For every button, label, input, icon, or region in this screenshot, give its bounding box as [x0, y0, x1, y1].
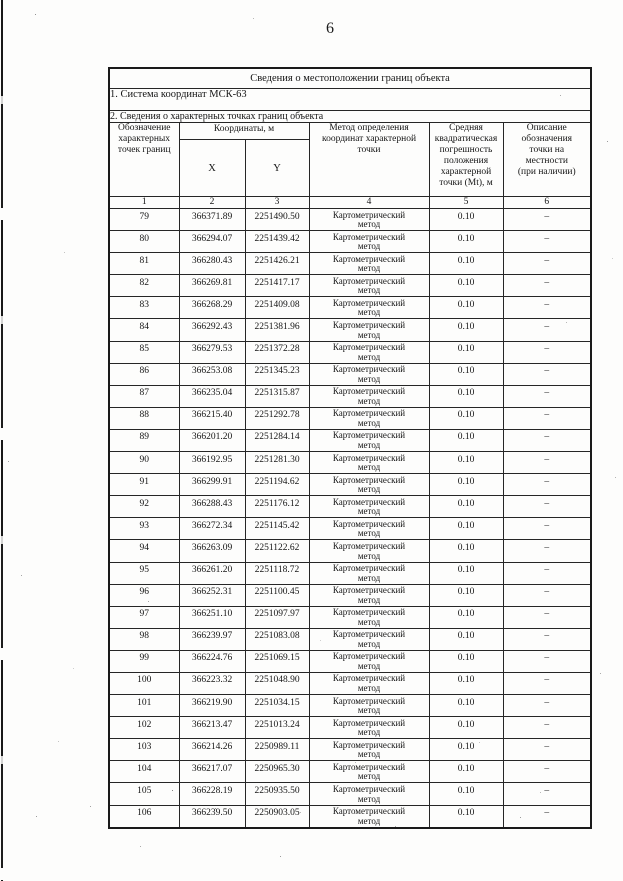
x-coordinate-cell: 366251.10	[179, 606, 245, 628]
method-cell: Картометрический метод	[309, 253, 429, 275]
table-row	[109, 672, 591, 694]
point-number-cell: 95	[109, 562, 179, 584]
point-number-cell: 88	[109, 407, 179, 429]
point-number-cell: 101	[109, 695, 179, 717]
point-number-cell: 87	[109, 385, 179, 407]
table-title: Сведения о местоположении границ объекта	[109, 68, 591, 89]
description-cell: –	[503, 363, 591, 385]
table-title-row	[109, 68, 591, 89]
method-cell: Картометрический метод	[309, 452, 429, 474]
description-cell: –	[503, 209, 591, 231]
method-cell: Картометрический метод	[309, 341, 429, 363]
header-description: Описание обозначения точки на местности (при наличии)	[503, 123, 591, 197]
description-cell: –	[503, 341, 591, 363]
x-coordinate-cell: 366263.09	[179, 540, 245, 562]
y-coordinate-cell: 2251069.15	[245, 650, 309, 672]
description-cell: –	[503, 584, 591, 606]
x-coordinate-cell: 366217.07	[179, 761, 245, 783]
x-coordinate-cell: 366280.43	[179, 253, 245, 275]
description-cell: –	[503, 452, 591, 474]
y-coordinate-cell: 2251048.90	[245, 672, 309, 694]
x-coordinate-cell: 366272.34	[179, 518, 245, 540]
description-cell: –	[503, 783, 591, 805]
boundary-points-table	[108, 67, 592, 829]
method-cell: Картометрический метод	[309, 407, 429, 429]
point-number-cell: 91	[109, 474, 179, 496]
x-coordinate-cell: 366239.97	[179, 628, 245, 650]
table-row	[109, 209, 591, 231]
y-coordinate-cell: 2251281.30	[245, 452, 309, 474]
description-cell: –	[503, 518, 591, 540]
y-coordinate-cell: 2250965.30	[245, 761, 309, 783]
header-designation: Обозначение характерных точек границ	[109, 123, 179, 197]
description-cell: –	[503, 739, 591, 761]
description-cell: –	[503, 761, 591, 783]
y-coordinate-cell: 2251417.17	[245, 275, 309, 297]
mt-error-cell: 0.10	[429, 363, 503, 385]
table-row	[109, 761, 591, 783]
mt-error-cell: 0.10	[429, 253, 503, 275]
mt-error-cell: 0.10	[429, 452, 503, 474]
table-row	[109, 385, 591, 407]
point-number-cell: 105	[109, 783, 179, 805]
mt-error-cell: 0.10	[429, 739, 503, 761]
x-coordinate-cell: 366213.47	[179, 717, 245, 739]
y-coordinate-cell: 2251490.50	[245, 209, 309, 231]
x-coordinate-cell: 366299.91	[179, 474, 245, 496]
mt-error-cell: 0.10	[429, 672, 503, 694]
point-number-cell: 99	[109, 650, 179, 672]
section-2-row	[109, 111, 591, 123]
description-cell: –	[503, 695, 591, 717]
description-cell: –	[503, 672, 591, 694]
method-cell: Картометрический метод	[309, 297, 429, 319]
y-coordinate-cell: 2250989.11	[245, 739, 309, 761]
header-row-1	[109, 123, 591, 140]
method-cell: Картометрический метод	[309, 584, 429, 606]
description-cell: –	[503, 297, 591, 319]
point-number-cell: 93	[109, 518, 179, 540]
table-row	[109, 231, 591, 253]
point-number-cell: 97	[109, 606, 179, 628]
point-number-cell: 106	[109, 805, 179, 828]
mt-error-cell: 0.10	[429, 805, 503, 828]
description-cell: –	[503, 253, 591, 275]
mt-error-cell: 0.10	[429, 297, 503, 319]
mt-error-cell: 0.10	[429, 717, 503, 739]
mt-error-cell: 0.10	[429, 562, 503, 584]
column-number-5: 5	[429, 197, 503, 209]
y-coordinate-cell: 2251426.21	[245, 253, 309, 275]
table-row	[109, 783, 591, 805]
x-coordinate-cell: 366268.29	[179, 297, 245, 319]
table-row	[109, 584, 591, 606]
description-cell: –	[503, 275, 591, 297]
table-row	[109, 407, 591, 429]
y-coordinate-cell: 2251315.87	[245, 385, 309, 407]
mt-error-cell: 0.10	[429, 783, 503, 805]
point-number-cell: 100	[109, 672, 179, 694]
description-cell: –	[503, 496, 591, 518]
scan-noise-speckles	[0, 0, 1, 1]
header-method: Метод определения координат характерной точки	[309, 123, 429, 197]
y-coordinate-cell: 2250935.50	[245, 783, 309, 805]
x-coordinate-cell: 366292.43	[179, 319, 245, 341]
y-coordinate-cell: 2251439.42	[245, 231, 309, 253]
mt-error-cell: 0.10	[429, 429, 503, 451]
y-coordinate-cell: 2251034.15	[245, 695, 309, 717]
method-cell: Картометрический метод	[309, 606, 429, 628]
column-number-4: 4	[309, 197, 429, 209]
description-cell: –	[503, 407, 591, 429]
x-coordinate-cell: 366279.53	[179, 341, 245, 363]
table-row	[109, 363, 591, 385]
mt-error-cell: 0.10	[429, 407, 503, 429]
column-numbers-row	[109, 197, 591, 209]
method-cell: Картометрический метод	[309, 385, 429, 407]
mt-error-cell: 0.10	[429, 761, 503, 783]
mt-error-cell: 0.10	[429, 695, 503, 717]
description-cell: –	[503, 385, 591, 407]
description-cell: –	[503, 231, 591, 253]
x-coordinate-cell: 366219.90	[179, 695, 245, 717]
table-row	[109, 518, 591, 540]
mt-error-cell: 0.10	[429, 496, 503, 518]
table-row	[109, 540, 591, 562]
point-number-cell: 104	[109, 761, 179, 783]
method-cell: Картометрический метод	[309, 429, 429, 451]
y-coordinate-cell: 2251176.12	[245, 496, 309, 518]
method-cell: Картометрический метод	[309, 209, 429, 231]
point-number-cell: 102	[109, 717, 179, 739]
method-cell: Картометрический метод	[309, 761, 429, 783]
method-cell: Картометрический метод	[309, 231, 429, 253]
point-number-cell: 82	[109, 275, 179, 297]
method-cell: Картометрический метод	[309, 805, 429, 828]
description-cell: –	[503, 717, 591, 739]
x-coordinate-cell: 366215.40	[179, 407, 245, 429]
point-number-cell: 92	[109, 496, 179, 518]
y-coordinate-cell: 2251284.14	[245, 429, 309, 451]
table-row	[109, 319, 591, 341]
mt-error-cell: 0.10	[429, 341, 503, 363]
point-number-cell: 80	[109, 231, 179, 253]
column-number-2: 2	[179, 197, 245, 209]
description-cell: –	[503, 606, 591, 628]
mt-error-cell: 0.10	[429, 275, 503, 297]
header-x: X	[179, 140, 245, 197]
y-coordinate-cell: 2251145.42	[245, 518, 309, 540]
x-coordinate-cell: 366192.95	[179, 452, 245, 474]
page-number: 6	[326, 20, 334, 37]
y-coordinate-cell: 2251409.08	[245, 297, 309, 319]
header-coordinates: Координаты, м	[179, 123, 309, 140]
y-coordinate-cell: 2251345.23	[245, 363, 309, 385]
y-coordinate-cell: 2251381.96	[245, 319, 309, 341]
header-y: Y	[245, 140, 309, 197]
mt-error-cell: 0.10	[429, 209, 503, 231]
point-number-cell: 103	[109, 739, 179, 761]
point-number-cell: 81	[109, 253, 179, 275]
column-number-1: 1	[109, 197, 179, 209]
point-number-cell: 90	[109, 452, 179, 474]
mt-error-cell: 0.10	[429, 628, 503, 650]
method-cell: Картометрический метод	[309, 540, 429, 562]
scan-edge-artifact	[1, 0, 3, 881]
method-cell: Картометрический метод	[309, 695, 429, 717]
description-cell: –	[503, 474, 591, 496]
x-coordinate-cell: 366235.04	[179, 385, 245, 407]
table-row	[109, 805, 591, 828]
table-row	[109, 341, 591, 363]
point-number-cell: 85	[109, 341, 179, 363]
y-coordinate-cell: 2251097.97	[245, 606, 309, 628]
table-row	[109, 474, 591, 496]
mt-error-cell: 0.10	[429, 231, 503, 253]
header-error: Средняя квадратическая погрешность положения характерной точки (Mt), м	[429, 123, 503, 197]
method-cell: Картометрический метод	[309, 717, 429, 739]
y-coordinate-cell: 2251013.24	[245, 717, 309, 739]
point-number-cell: 96	[109, 584, 179, 606]
table-row	[109, 628, 591, 650]
description-cell: –	[503, 319, 591, 341]
x-coordinate-cell: 366269.81	[179, 275, 245, 297]
mt-error-cell: 0.10	[429, 319, 503, 341]
mt-error-cell: 0.10	[429, 540, 503, 562]
table-row	[109, 496, 591, 518]
method-cell: Картометрический метод	[309, 650, 429, 672]
point-number-cell: 89	[109, 429, 179, 451]
method-cell: Картометрический метод	[309, 319, 429, 341]
y-coordinate-cell: 2250903.05	[245, 805, 309, 828]
x-coordinate-cell: 366239.50	[179, 805, 245, 828]
table-row	[109, 695, 591, 717]
coordinate-system-label: 1. Система координат МСК-63	[109, 89, 591, 111]
x-coordinate-cell: 366224.76	[179, 650, 245, 672]
table-row	[109, 275, 591, 297]
mt-error-cell: 0.10	[429, 650, 503, 672]
table-row	[109, 253, 591, 275]
y-coordinate-cell: 2251372.28	[245, 341, 309, 363]
description-cell: –	[503, 650, 591, 672]
table-row	[109, 717, 591, 739]
point-number-cell: 83	[109, 297, 179, 319]
description-cell: –	[503, 562, 591, 584]
method-cell: Картометрический метод	[309, 628, 429, 650]
description-cell: –	[503, 628, 591, 650]
x-coordinate-cell: 366201.20	[179, 429, 245, 451]
table-row	[109, 452, 591, 474]
y-coordinate-cell: 2251292.78	[245, 407, 309, 429]
table-row	[109, 297, 591, 319]
x-coordinate-cell: 366253.08	[179, 363, 245, 385]
y-coordinate-cell: 2251118.72	[245, 562, 309, 584]
method-cell: Картометрический метод	[309, 739, 429, 761]
table-row	[109, 650, 591, 672]
column-number-6: 6	[503, 197, 591, 209]
mt-error-cell: 0.10	[429, 606, 503, 628]
section-2-label: 2. Сведения о характерных точках границ объекта	[109, 111, 591, 123]
method-cell: Картометрический метод	[309, 474, 429, 496]
coordinate-system-row	[109, 89, 591, 111]
y-coordinate-cell: 2251100.45	[245, 584, 309, 606]
mt-error-cell: 0.10	[429, 385, 503, 407]
mt-error-cell: 0.10	[429, 474, 503, 496]
x-coordinate-cell: 366261.20	[179, 562, 245, 584]
point-number-cell: 86	[109, 363, 179, 385]
table-body	[109, 209, 591, 828]
description-cell: –	[503, 540, 591, 562]
x-coordinate-cell: 366288.43	[179, 496, 245, 518]
y-coordinate-cell: 2251122.62	[245, 540, 309, 562]
description-cell: –	[503, 429, 591, 451]
mt-error-cell: 0.10	[429, 584, 503, 606]
method-cell: Картометрический метод	[309, 363, 429, 385]
table-row	[109, 606, 591, 628]
point-number-cell: 84	[109, 319, 179, 341]
method-cell: Картометрический метод	[309, 518, 429, 540]
method-cell: Картометрический метод	[309, 275, 429, 297]
x-coordinate-cell: 366371.89	[179, 209, 245, 231]
y-coordinate-cell: 2251194.62	[245, 474, 309, 496]
table-row	[109, 739, 591, 761]
x-coordinate-cell: 366294.07	[179, 231, 245, 253]
column-number-3: 3	[245, 197, 309, 209]
method-cell: Картометрический метод	[309, 562, 429, 584]
point-number-cell: 94	[109, 540, 179, 562]
table-row	[109, 562, 591, 584]
point-number-cell: 98	[109, 628, 179, 650]
mt-error-cell: 0.10	[429, 518, 503, 540]
x-coordinate-cell: 366228.19	[179, 783, 245, 805]
y-coordinate-cell: 2251083.08	[245, 628, 309, 650]
x-coordinate-cell: 366214.26	[179, 739, 245, 761]
method-cell: Картометрический метод	[309, 783, 429, 805]
x-coordinate-cell: 366223.32	[179, 672, 245, 694]
x-coordinate-cell: 366252.31	[179, 584, 245, 606]
table-row	[109, 429, 591, 451]
description-cell: –	[503, 805, 591, 828]
point-number-cell: 79	[109, 209, 179, 231]
method-cell: Картометрический метод	[309, 496, 429, 518]
method-cell: Картометрический метод	[309, 672, 429, 694]
